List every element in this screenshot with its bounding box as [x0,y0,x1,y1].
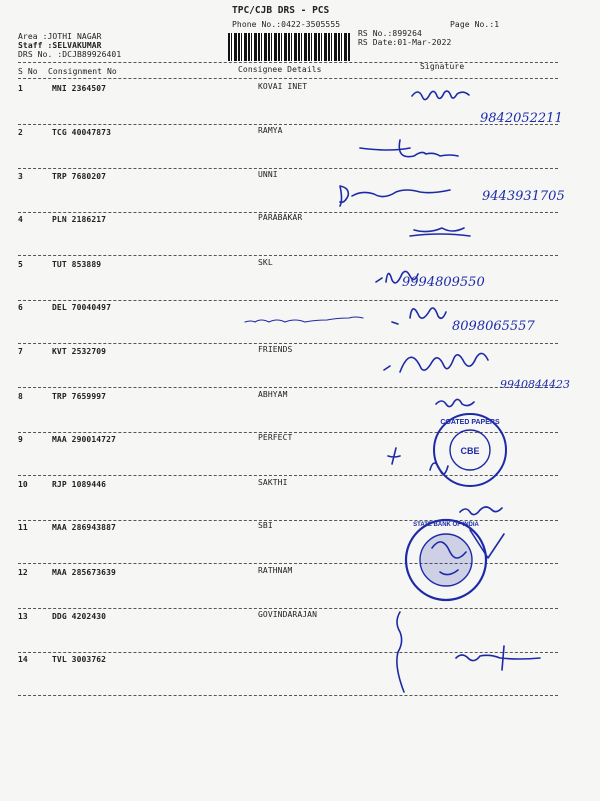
row-consignee: RATHNAM [258,566,293,575]
row-consignee: PARABAKAR [258,213,303,222]
signature-row-10 [460,507,502,515]
handwritten-phone-row-7: 9940844423 [500,378,570,391]
row-consignee: ABHYAM [258,390,288,399]
column-header-consignment: Consignment No [48,67,117,76]
row-consignment-no: MAA 290014727 [52,435,116,444]
column-header-signature: Signature [420,62,465,71]
phone-number: Phone No.:0422-3505555 [232,20,341,29]
row-sno: 2 [18,128,23,137]
company-stamp-center-text: CBE [460,446,480,456]
company-stamp-ring-text: COATED PAPERS [440,419,500,426]
row-consignee: UNNI [258,170,278,179]
row-consignment-no: MAA 285673639 [52,568,116,577]
row-consignment-no: TVL 3003762 [52,655,107,664]
signature-row-3 [340,186,450,206]
row-consignment-no: TRP 7680207 [52,172,107,181]
row-consignee: GOVINDARAJAN [258,610,317,619]
signature-row-13-14 [397,612,540,692]
row-sno: 4 [18,215,23,224]
handwritten-phone-row-1: 9842052211 [480,111,563,126]
signature-row-4 [410,228,470,236]
column-header-consignee: Consignee Details [238,65,322,74]
handwritten-phone-row-3: 9443931705 [482,189,565,204]
handwritten-phone-row-6: 8098065557 [452,319,535,334]
rs-number: RS No.:899264 [358,29,422,38]
page-number: Page No.:1 [450,20,500,29]
handwritten-phone-row-5: 9994809550 [402,275,485,290]
row-sno: 12 [18,568,28,577]
row-sno: 7 [18,347,23,356]
row-consignment-no: RJP 1089446 [52,480,107,489]
row-sno: 11 [18,523,28,532]
row-consignment-no: TRP 7659997 [52,392,107,401]
row-sno: 5 [18,260,23,269]
consignee-handwriting-row-6 [245,317,363,322]
row-sno: 6 [18,303,23,312]
row-sno: 3 [18,172,23,181]
row-sno: 10 [18,480,28,489]
row-consignee: PERFECT [258,433,293,442]
row-consignee: RAMYA [258,126,283,135]
row-sno: 9 [18,435,23,444]
row-consignment-no: TUT 853889 [52,260,102,269]
signature-row-9 [388,448,400,464]
row-consignee: SBI [258,521,273,530]
sheet-title: TPC/CJB DRS - PCS [232,5,330,16]
row-consignment-no: DEL 70040497 [52,303,111,312]
row-consignment-no: PLN 2186217 [52,215,107,224]
row-sno: 8 [18,392,23,401]
row-consignment-no: MNI 2364507 [52,84,107,93]
rs-date: RS Date:01-Mar-2022 [358,38,452,47]
column-header-sno: S No [18,67,38,76]
stamp-scribble-row-9 [430,463,448,474]
signature-row-6 [392,308,446,324]
bank-stamp-ring-text: STATE BANK OF INDIA [413,522,479,528]
row-consignee: SAKTHI [258,478,288,487]
signature-row-1 [412,91,469,99]
signature-row-2 [360,140,458,157]
drs-number: DRS No. :DCJB89926401 [18,50,122,59]
row-consignee: FRIENDS [258,345,293,354]
bank-stamp-inner-ring [420,534,472,586]
staff-label: Staff :SELVAKUMAR [18,41,102,50]
row-consignee: KOVAI INET [258,82,308,91]
row-consignment-no: KVT 2532709 [52,347,107,356]
row-sno: 13 [18,612,28,621]
signature-row-8 [436,399,474,406]
area-label: Area :JOTHI NAGAR [18,32,102,41]
row-consignment-no: DDG 4202430 [52,612,107,621]
row-consignment-no: MAA 286943887 [52,523,116,532]
row-consignee: SKL [258,258,273,267]
signature-row-7 [384,353,488,372]
row-sno: 1 [18,84,23,93]
row-consignment-no: TCG 40047873 [52,128,111,137]
row-sno: 14 [18,655,28,664]
